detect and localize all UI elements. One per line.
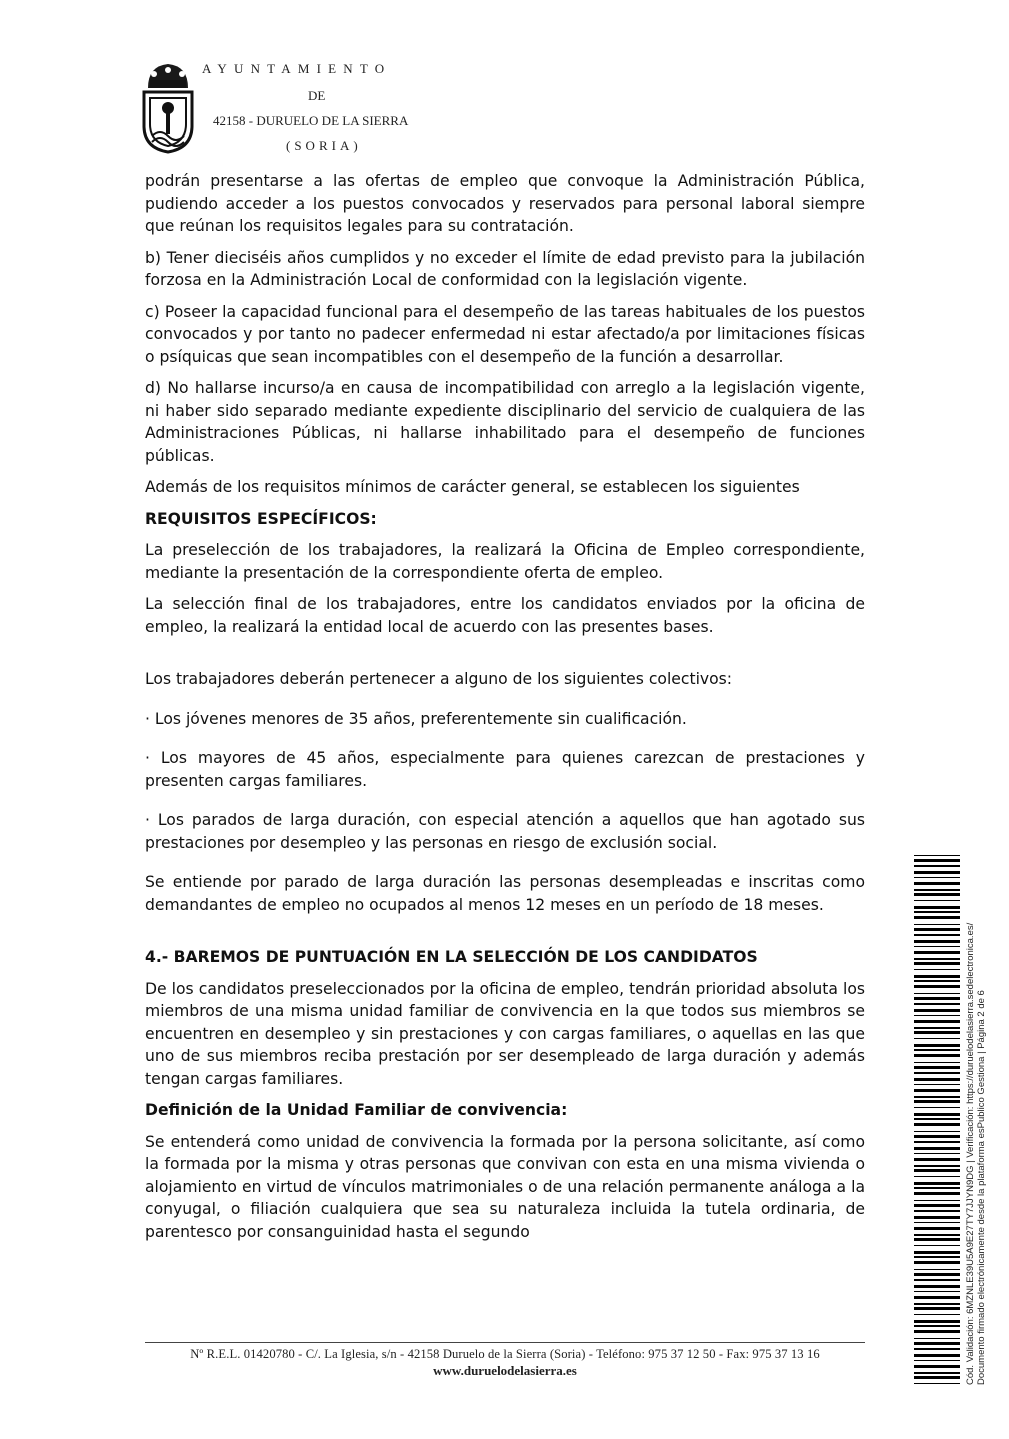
barcode-icon — [914, 855, 960, 1385]
list-item: · Los mayores de 45 años, especialmente para quienes carezcan de prestaciones y presenten cargas familiares. — [145, 749, 865, 790]
paragraph: La selección final de los trabajadores, entre los candidatos enviados por la oficina de empleo, la realizará la entidad local de acuerdo con las presentes bases. — [145, 595, 865, 636]
requirement-b: b) Tener dieciséis años cumplidos y no exceder el límite de edad previsto para la jubilación forzosa en la Administración Local de conformidad con la legislación vigente. — [145, 248, 865, 289]
signature-notice: Documento firmado electrónicamente desde la plataforma esPublico Gestiona | Página 2 de 6 — [976, 990, 987, 1385]
header-line-ayuntamiento: AYUNTAMIENTO — [202, 61, 392, 76]
header-line-de: DE — [308, 88, 326, 103]
section-heading-requisitos: REQUISITOS ESPECÍFICOS: — [145, 509, 377, 528]
requirement-d: d) No hallarse incurso/a en causa de incompatibilidad con arreglo a la legislación vigente, ni haber sido separado mediante expediente disciplinario del servicio de cualquiera de las Administraciones Públicas, ni hallarse inhabilitado para el desempeño de funciones públicas. — [145, 379, 865, 465]
paragraph: La preselección de los trabajadores, la realizará la Oficina de Empleo correspondiente, mediante la presentación de la correspondiente oferta de empleo. — [145, 541, 865, 582]
footer-website-link[interactable]: www.duruelodelasierra.es — [433, 1363, 577, 1378]
list-item: · Los jóvenes menores de 35 años, preferentemente sin cualificación. — [145, 709, 687, 728]
coat-of-arms-icon — [140, 58, 196, 154]
header-line-province: (SORIA) — [286, 138, 362, 153]
paragraph: podrán presentarse a las ofertas de empleo que convoque la Administración Pública, pudiendo acceder a los puestos convocados y reservados para personal laboral siempre que reúnan los requisitos legales para su contratación. — [145, 172, 865, 235]
paragraph: Los trabajadores deberán pertenecer a alguno de los siguientes colectivos: — [145, 670, 733, 688]
document-body — [145, 170, 865, 1243]
paragraph: Se entiende por parado de larga duración las personas desempleadas e inscritas como demandantes de empleo no ocupados al menos 12 meses en un período de 18 meses. — [145, 873, 865, 914]
validation-text — [965, 855, 987, 1385]
list-item: · Los parados de larga duración, con especial atención a aquellos que han agotado sus prestaciones por desempleo y las personas en riesgo de exclusión social. — [145, 811, 865, 852]
subsection-heading-unidad-familiar: Definición de la Unidad Familiar de convivencia: — [145, 1101, 568, 1119]
municipal-header — [140, 58, 460, 158]
section-heading-baremos: 4.- BAREMOS DE PUNTUACIÓN EN LA SELECCIÓN DE LOS CANDIDATOS — [145, 948, 758, 966]
paragraph: De los candidatos preseleccionados por la oficina de empleo, tendrán prioridad absoluta los miembros de una misma unidad familiar de convivencia en la que todos sus miembros se encuentren en desempleo y sin prestaciones y con cargas familiares, o aquellas en las que uno de sus miembros reciba prestación por ser desempleado de larga duración y además tengan cargas familiares. — [145, 979, 865, 1088]
header-line-town: 42158 - DURUELO DE LA SIERRA — [213, 113, 409, 128]
requirement-c: c) Poseer la capacidad funcional para el desempeño de las tareas habituales de los puestos convocados y por tanto no padecer enfermedad ni estar afectado/a por limitaciones físicas o psíquicas que sean incompatibles con el desempeño de la función a desarrollar. — [145, 302, 865, 366]
paragraph: Se entenderá como unidad de convivencia la formada por la persona solicitante, así como la formada por la misma y otras personas que convivan con esta en una misma vivienda o alojamiento en virtud de vínculos matrimoniales o de una relación permanente análoga a la conyugal, o filiación cualquiera que sea su naturaleza incluida la tutela ordinaria, de parentesco por consanguinidad hasta el segundo — [145, 1132, 865, 1241]
validation-code: Cód. Validación: 6MZNLE39U5A9E27TY7JJYN9DG | Verificación: https://duruelodelasierra.sedelectronica.es/ — [965, 922, 976, 1385]
paragraph: Además de los requisitos mínimos de carácter general, se establecen los siguientes — [145, 478, 800, 496]
footer-contact: Nº R.E.L. 01420780 - C/. La Iglesia, s/n - 42158 Duruelo de la Sierra (Soria) - Teléfono: 975 37 12 50 - Fax: 975 37 13 16 — [190, 1347, 820, 1361]
page-footer — [145, 1342, 865, 1379]
